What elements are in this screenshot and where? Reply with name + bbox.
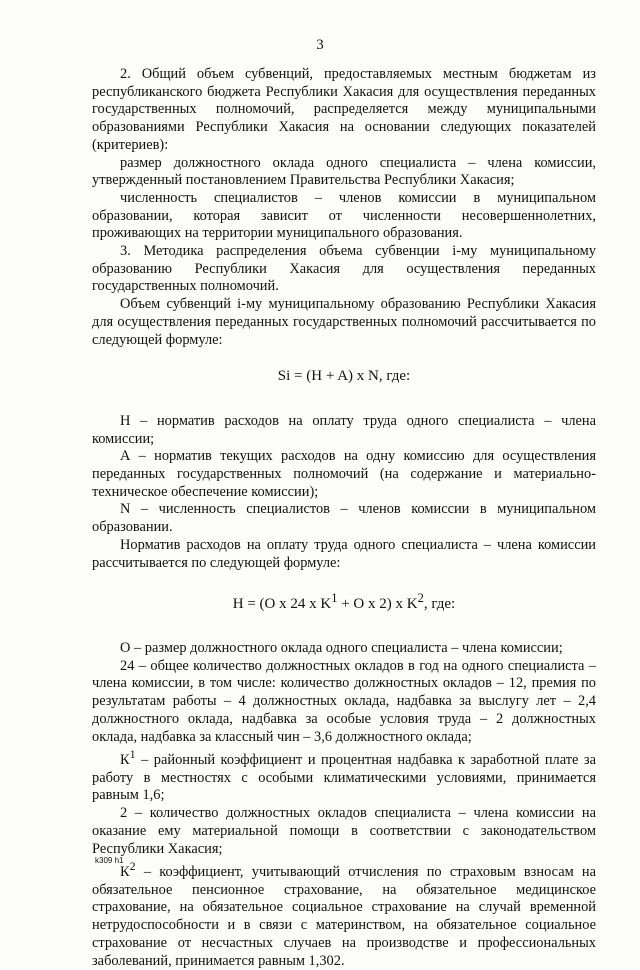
paragraph-volume: Объем субвенций i-му муниципальному образованию Республики Хакасия для осуществления переданных государственных полномочий рассчитывается по следующей формуле: — [92, 296, 596, 348]
document-body — [92, 66, 596, 970]
k1-text: – районный коэффициент и процентная надбавка к заработной плате за работу в местностях с особыми климатическими условиями, принимается равным 1,6; — [92, 752, 596, 804]
paragraph-norm: Норматив расходов на оплату труда одного специалиста – члена комиссии рассчитывается по следующей формуле: — [92, 536, 596, 571]
criterion-headcount: численность специалистов – членов комиссии в муниципальном образовании, которая зависит от численности несовершеннолетних, проживающих на территории муниципального образования. — [92, 189, 596, 242]
definition-n: N – численность специалистов – членов комиссии в муниципальном образовании. — [92, 501, 596, 536]
k1-symbol: К — [120, 752, 130, 768]
page-number: 3 — [316, 37, 324, 53]
footer-code: k309 h1 — [95, 856, 124, 865]
k1-sup: 1 — [129, 747, 136, 762]
formula-si: Si = (H + A) x N, где: — [277, 368, 411, 385]
formula-h-sup-2: 2 — [417, 591, 424, 606]
paragraph-3: 3. Методика распределения объема субвенции i-му муниципальному образованию Республики Хакасия для осуществления переданных государственных полномочий. — [92, 243, 596, 295]
definition-k2 — [92, 858, 596, 970]
k2-text: – коэффициент, учитывающий отчисления по страховым взносам на обязательное пенсионное страхование, на обязательное медицинское страхование, на обязательное социальное страхование на случай временной нетрудоспособности и в связи с материнством, на обязательное социальное страхование от несчастных случаев на производстве и профессиональных заболеваний, принимается равным 1,302. — [92, 864, 596, 969]
k2-symbol: К — [120, 864, 130, 881]
k2-sup: 2 — [129, 859, 136, 874]
formula-h — [92, 590, 596, 614]
paragraph-1: 2. Общий объем субвенций, предоставляемых местным бюджетам из республиканского бюджета Республики Хакасия для осуществления переданных государственных полномочий, распределяется между муниципальными образованиями Республики Хакасия на основании следующих показателей (критериев): — [92, 66, 596, 153]
criterion-salary: размер должностного оклада одного специалиста – члена комиссии, утвержденный постановлением Правительства Республики Хакасия; — [92, 154, 596, 189]
definition-o: О – размер должностного оклада одного специалиста – члена комиссии; — [120, 639, 563, 656]
definition-24: 24 – общее количество должностных окладов в год на одного специалиста – члена комиссии, в том числе: количество должностных окладов – 12, премия по результатам работы – 4 должностных оклада, надбавка за выслугу лет – 2,4 должностного оклада, надбавка за особые условия труда – 2 должностных оклада, надбавка за классный чин – 3,6 должностного оклада; — [92, 657, 596, 745]
formula-h-part-c: , где: — [423, 596, 456, 613]
formula-h-part-a: H = (O x 24 x K — [232, 596, 332, 613]
definition-2: 2 – количество должностных окладов специалиста – члена комиссии на оказание ему материальной помощи в соответствии с законодательством Республики Хакасия; — [92, 805, 596, 857]
formula-h-sup-1: 1 — [331, 591, 338, 606]
definition-a: А – норматив текущих расходов на одну комиссию для осуществления переданных государственных полномочий (на содержание и материально-техническое обеспечение комиссии); — [92, 448, 596, 500]
formula-h-part-b: + O x 2) x K — [337, 596, 418, 613]
definition-h: Н – норматив расходов на оплату труда одного специалиста – члена комиссии; — [92, 412, 596, 447]
definition-k1 — [92, 746, 596, 805]
